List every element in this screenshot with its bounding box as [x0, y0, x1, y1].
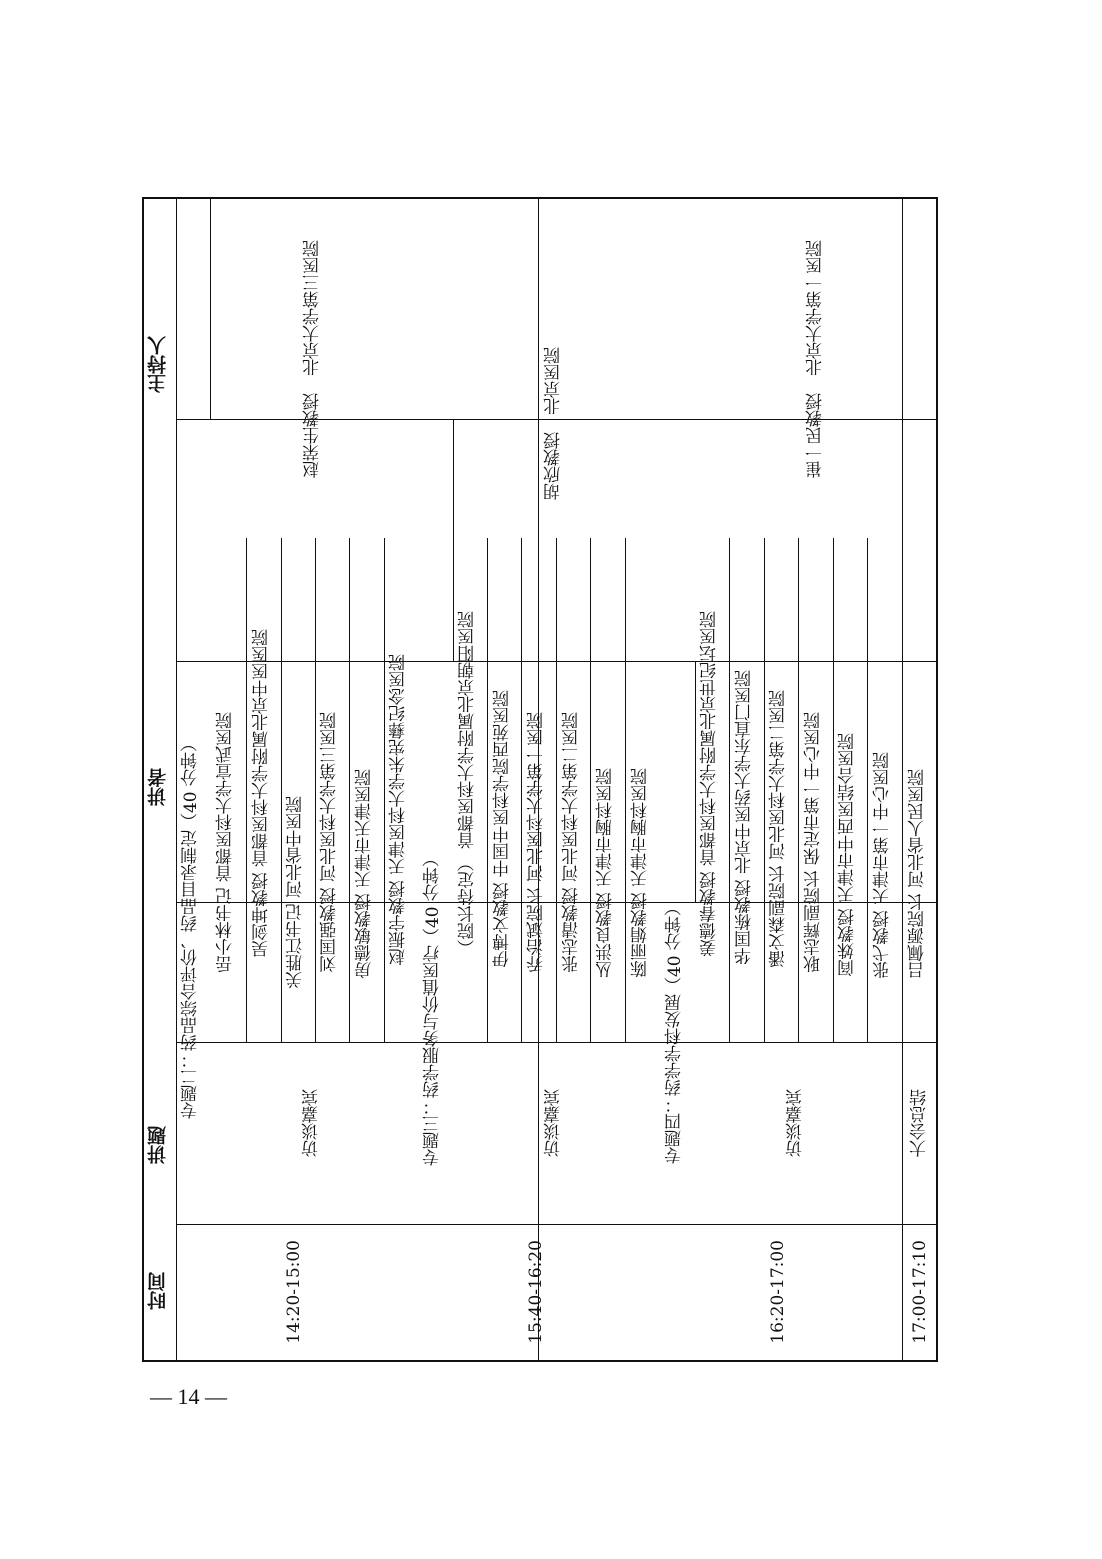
- speaker-entry: 吕佩源院长 河北省人民医院: [908, 769, 928, 979]
- divider: [764, 538, 765, 1042]
- speaker-entry: 伊博文教授 中国中医科学院西苑医院: [493, 690, 513, 968]
- divider: [521, 538, 522, 1042]
- divider: [487, 538, 488, 1042]
- header-time: 时间: [147, 1272, 169, 1310]
- divider: [625, 538, 626, 1042]
- divider: [384, 538, 385, 1042]
- divider: [902, 197, 903, 1362]
- speaker-entry: 乔治斌院长 河北医科大学第一医院: [527, 712, 547, 973]
- divider: [556, 538, 557, 1042]
- divider: [246, 538, 247, 1042]
- speaker-entry: 张志清教授 河北医科大学第二医院: [562, 712, 582, 973]
- speaker-entry: 房德敏教授 天津市天津医院: [355, 769, 375, 979]
- speaker-entry: 吴剑坤教授 首都医科大学附属北京中医医院: [252, 629, 272, 958]
- divider: [798, 538, 799, 1042]
- speaker-entry: 丛洪良教授 天津市胸科医院: [596, 768, 616, 978]
- host-name: 赵荣生教授 北京大学第三医院: [303, 240, 323, 478]
- speaker-entry: 潘文森副院长 河北医科大学第二医院: [769, 690, 789, 968]
- page-number: — 14 —: [150, 1384, 227, 1409]
- section-title: 专题四：药学学科发展（40 分钟）: [665, 899, 685, 1165]
- host-name: 崔一民教授 北京大学第一医院: [806, 240, 826, 478]
- divider: [729, 538, 730, 1042]
- speaker-entry: 张弋教授 天津市第一中心医院: [873, 752, 893, 979]
- speaker-entry: 阎姝教授 天津市中西医结合医院: [838, 733, 858, 977]
- speaker-entry: 姜德春教授 首都医科大学附属北京世纪坛医院: [700, 611, 720, 957]
- speaker-entry: 刘国强教授 河北医科大学第三医院: [320, 712, 340, 973]
- speaker-entry: 关胜江书记 河北省中医院: [286, 796, 306, 989]
- divider: [695, 661, 696, 902]
- session-topic: 访谈嘉宾: [786, 1089, 806, 1157]
- session-time: 15:40-16:20: [526, 1240, 546, 1344]
- host-name: 胡欣教授 北京医院: [544, 347, 564, 500]
- divider: [210, 197, 211, 419]
- session-time: 17:00-17:10: [910, 1240, 930, 1344]
- session-time: 14:20-15:00: [284, 1240, 304, 1344]
- divider: [349, 538, 350, 1042]
- section-title: 专题三：药学服务与价值医疗（40 分钟）: [423, 850, 443, 1167]
- divider: [590, 538, 591, 1042]
- divider: [315, 538, 316, 1042]
- speaker-entry: 陈丽娟教授 天津市胸科医院: [631, 768, 651, 978]
- session-topic: 访谈嘉宾: [544, 1089, 564, 1157]
- session-time: 16:20-17:00: [768, 1240, 788, 1344]
- divider: [867, 538, 868, 1042]
- speaker-entry: （院长待定） 首都医科大学附属北京朝阳医院: [458, 611, 478, 957]
- speaker-entry: 耿志辉副院长 保定市第一中心医院: [804, 712, 824, 973]
- speaker-entry: 赵振宇教授 天津医科大学朱宪彝纪念医院: [389, 654, 409, 966]
- session-topic: 大会总结: [910, 1089, 930, 1157]
- header-host: 主持人: [147, 336, 169, 393]
- speaker-entry: 岳小林书记 首都医科大学宣武医院: [216, 712, 236, 973]
- speaker-entry: 华国栋教授 北京中医药大学东直门医院: [735, 670, 755, 965]
- section-title: 专题二：药品综合评价、药品目录制定（40 分钟）: [181, 735, 201, 1120]
- header-topic: 讲题: [147, 1126, 169, 1164]
- header-speaker: 讲者: [147, 768, 169, 806]
- divider: [833, 538, 834, 1042]
- divider: [176, 1224, 938, 1225]
- divider: [176, 197, 177, 1362]
- divider: [176, 661, 938, 662]
- divider: [281, 538, 282, 1042]
- divider: [176, 1042, 938, 1043]
- session-topic: 访谈嘉宾: [302, 1089, 322, 1157]
- divider: [453, 419, 454, 661]
